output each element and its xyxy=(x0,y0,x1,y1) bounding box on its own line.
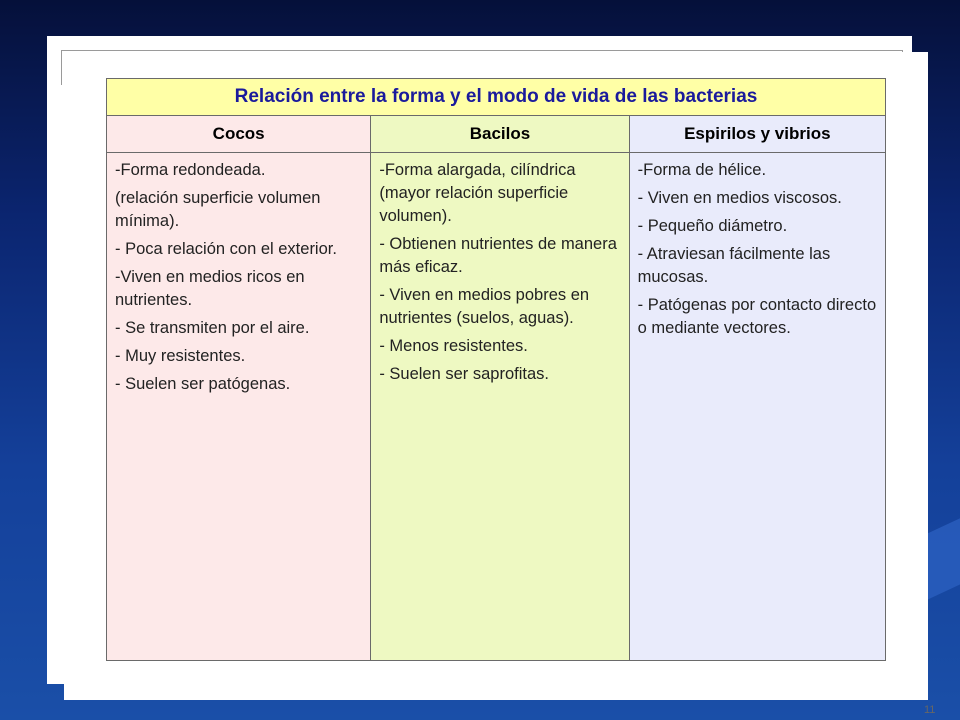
list-item: - Viven en medios pobres en nutrientes (suelos, aguas). xyxy=(379,286,590,327)
list-item: (relación superficie volumen mínima). xyxy=(115,189,321,230)
list-item: -Viven en medios ricos en nutrientes. xyxy=(115,268,305,309)
list-item: - Patógenas por contacto directo o mediante vectores. xyxy=(637,296,877,337)
list-item: -Forma redondeada. xyxy=(115,161,266,179)
espirilos-cell xyxy=(629,153,885,661)
list-item: - Suelen ser patógenas. xyxy=(115,375,291,393)
list-item: - Suelen ser saprofitas. xyxy=(379,365,549,383)
list-item: - Obtienen nutrientes de manera más eficaz. xyxy=(379,235,617,276)
list-item: - Pequeño diámetro. xyxy=(637,217,788,235)
bacteria-table xyxy=(106,78,886,661)
header-row xyxy=(107,116,886,153)
list-item: - Muy resistentes. xyxy=(115,347,246,365)
list-item: - Poca relación con el exterior. xyxy=(115,240,337,258)
list-item: - Viven en medios viscosos. xyxy=(637,189,842,207)
list-item: - Atraviesan fácilmente las mucosas. xyxy=(637,245,831,286)
title-row xyxy=(107,79,886,116)
list-item: -Forma de hélice. xyxy=(637,161,767,179)
list-item: - Menos resistentes. xyxy=(379,337,528,355)
header-espirilos: Espirilos y vibrios xyxy=(629,116,885,153)
cocos-cell xyxy=(107,153,371,661)
table-title: Relación entre la forma y el modo de vida de las bacterias xyxy=(107,79,886,116)
body-row xyxy=(107,153,886,661)
page-number: 11 xyxy=(924,704,936,716)
header-cocos: Cocos xyxy=(107,116,371,153)
bacilos-cell xyxy=(371,153,629,661)
header-bacilos: Bacilos xyxy=(371,116,629,153)
list-item: - Se transmiten por el aire. xyxy=(115,319,310,337)
list-item: -Forma alargada, cilíndrica (mayor relación superficie volumen). xyxy=(379,161,576,225)
